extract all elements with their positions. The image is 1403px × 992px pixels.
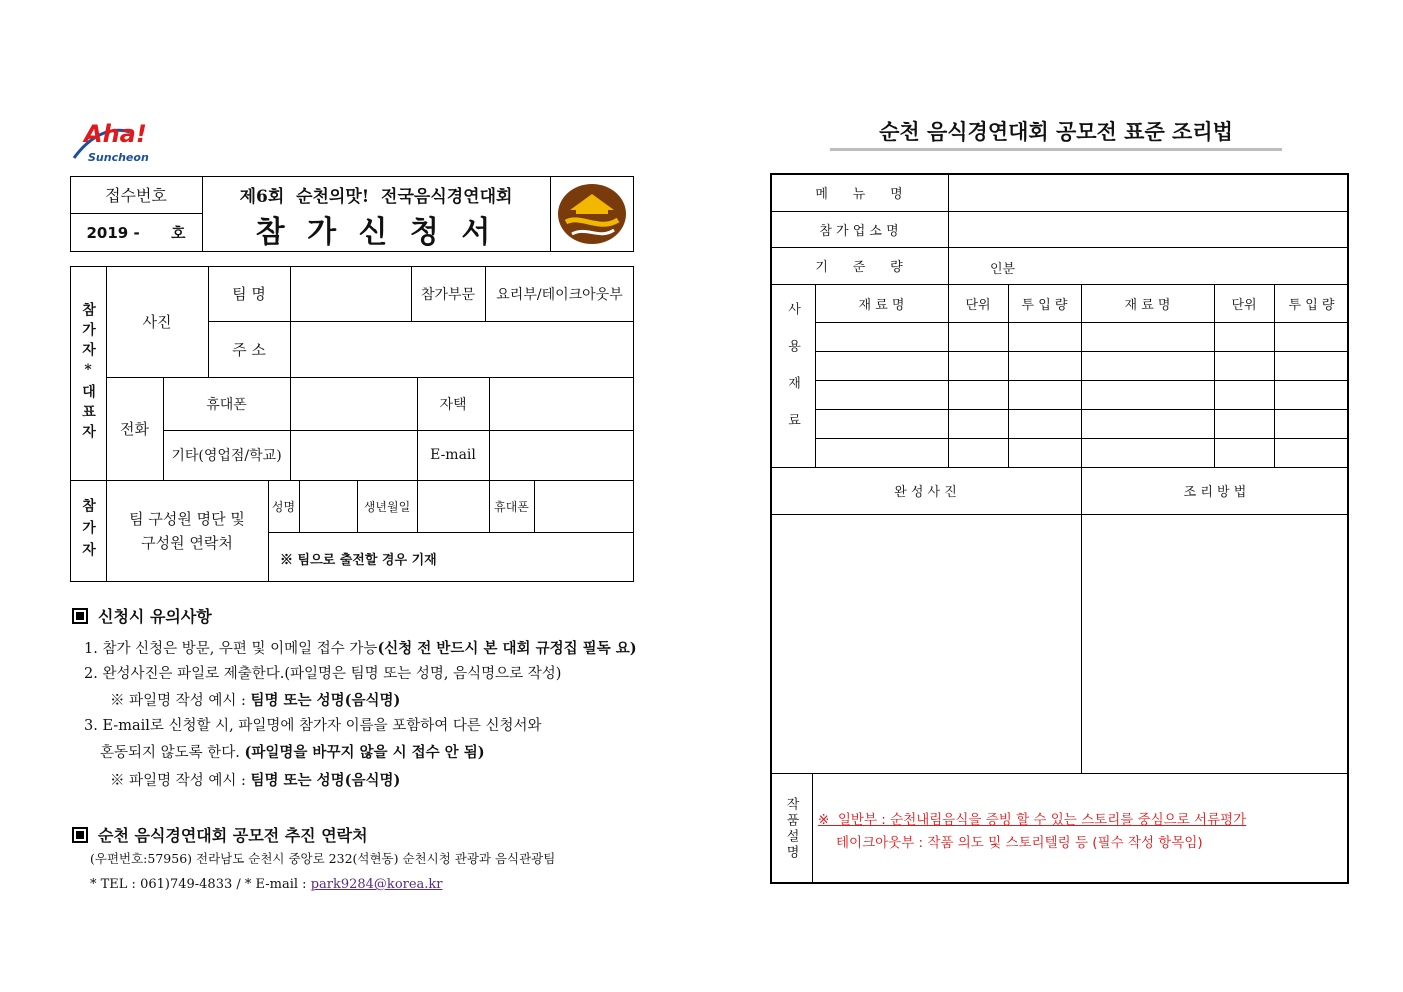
team-name-field[interactable] (291, 267, 410, 320)
category-value: 요리부/테이크아웃부 (496, 286, 623, 303)
form-title: 참 가 신 청 서 (255, 215, 497, 250)
members-note: ※ 팀으로 출전할 경우 기재 (280, 553, 437, 568)
contact-email-link[interactable]: park9284@korea.kr (310, 877, 443, 892)
square-bullet-icon (72, 608, 88, 624)
col-quantity-2: 투 입 량 (1288, 297, 1335, 313)
address-field[interactable] (291, 322, 633, 376)
col-unit: 단위 (965, 297, 991, 313)
cooking-method-label: 조 리 방 법 (1183, 485, 1247, 500)
phone-label: 전화 (120, 420, 149, 438)
contact-tel: * TEL : 061)749-4833 / * E-mail : park9284@korea.kr (90, 877, 443, 892)
note-item-3-cont: 혼동되지 않도록 한다. (파일명을 바꾸지 않을 시 접수 안 됨) (100, 744, 485, 761)
note-example-2: ※ 파일명 작성 예시 : 팀명 또는 성명(음식명) (110, 772, 401, 789)
email-field[interactable] (490, 431, 633, 479)
contact-heading: 순천 음식경연대회 공모전 추진 연락처 (72, 823, 368, 846)
address-label: 주 소 (232, 340, 266, 359)
logo-subtext: Suncheon (88, 151, 149, 164)
logo-text: Aha! (84, 120, 147, 148)
col-quantity: 투 입 량 (1021, 297, 1068, 313)
home-phone-field[interactable] (490, 378, 633, 429)
standard-label: 기 준 량 (815, 260, 903, 275)
other-contact-label: 기타(영업점/학교) (171, 448, 282, 464)
company-field[interactable] (949, 212, 1347, 246)
suncheon-logo (70, 118, 160, 166)
member-name-label: 성명 (271, 500, 296, 514)
col-unit-2: 단위 (1231, 297, 1257, 313)
recipe-title: 순천 음식경연대회 공모전 표준 조리법 (879, 119, 1233, 144)
description-section-label: 작품설명 (783, 796, 799, 861)
completed-photo-area[interactable] (772, 516, 1080, 772)
team-name-label: 팀 명 (232, 285, 266, 303)
mobile-label: 휴대폰 (206, 396, 247, 413)
member-name-field[interactable] (300, 481, 356, 531)
note-item-2: 2. 완성사진은 파일로 제출한다.(파일명은 팀명 또는 성명, 음식명으로 작성) (84, 666, 562, 682)
ingredients-section-label: 사용재료 (785, 301, 800, 450)
col-ingredient-name: 재 료 명 (858, 297, 905, 313)
servings-label: 인분 (990, 262, 1016, 277)
member-mobile-label: 휴대폰 (494, 500, 529, 514)
category-label: 참가부문 (420, 286, 476, 303)
suncheon-emblem-icon (556, 182, 628, 246)
home-phone-label: 자택 (439, 396, 467, 413)
member-mobile-field[interactable] (535, 481, 633, 531)
email-label: E-mail (430, 447, 476, 463)
description-line-1: ※ 일반부 : 순천내림음식을 증빙 할 수 있는 스토리를 중심으로 서류평가 (818, 812, 1247, 828)
description-line-2: 테이크아웃부 : 작품 의도 및 스토리텔링 등 (필수 작성 항목임) (836, 835, 1203, 851)
member-birth-label: 생년월일 (363, 500, 411, 514)
members-title: 팀 구성원 명단 및 구성원 연락처 (129, 510, 245, 552)
note-item-3: 3. E-mail로 신청할 시, 파일명에 참가자 이름을 포함하여 다른 신청서와 (84, 718, 542, 734)
col-ingredient-name-2: 재 료 명 (1124, 297, 1171, 313)
note-example-1: ※ 파일명 작성 예시 : 팀명 또는 성명(음식명) (110, 692, 401, 709)
applicant-section-label: 참가자*대표자 (80, 302, 96, 444)
cooking-method-area[interactable] (1083, 516, 1347, 772)
member-birth-field[interactable] (418, 481, 488, 531)
members-section-label: 참가자 (80, 498, 96, 564)
note-item-1: 1. 참가 신청은 방문, 우편 및 이메일 접수 가능(신청 전 반드시 본 대회 규정집 필독 요) (84, 640, 637, 657)
event-title: 제6회 순천의맛! 전국음식경연대회 (239, 186, 513, 207)
photo-label: 사진 (142, 313, 172, 331)
menu-label: 메 뉴 명 (815, 186, 903, 202)
contact-address: (우편번호:57956) 전라남도 순천시 중앙로 232(석현동) 순천시청 관광과 음식관광팀 (90, 851, 556, 866)
other-contact-field[interactable] (291, 431, 416, 479)
menu-field[interactable] (949, 175, 1347, 210)
square-bullet-icon (72, 827, 88, 843)
completed-photo-label: 완 성 사 진 (894, 485, 957, 500)
company-label: 참 가 업 소 명 (819, 223, 899, 239)
notes-heading: 신청시 유의사항 (72, 604, 212, 627)
receipt-label: 접수번호 (105, 186, 167, 205)
mobile-field[interactable] (291, 378, 416, 429)
receipt-number: 2019 - 호 (86, 224, 186, 242)
